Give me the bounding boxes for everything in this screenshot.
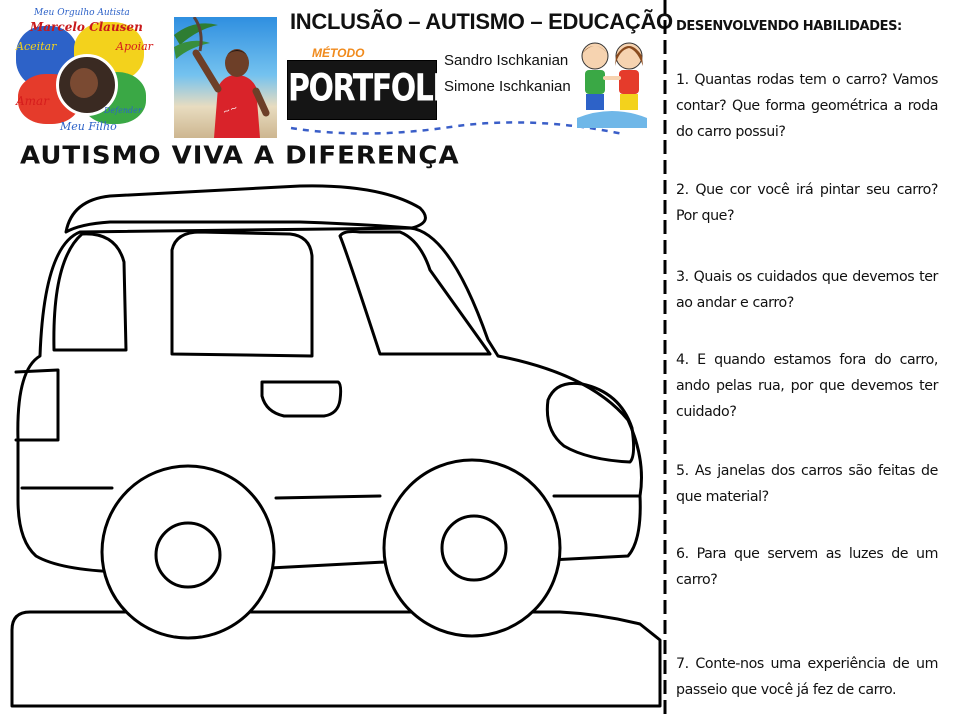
- logo-top-text: Meu Orgulho Autista: [34, 8, 130, 18]
- kids-cartoon-icon: [573, 38, 651, 136]
- middle-window: [172, 232, 312, 356]
- question-7: 7. Conte-nos uma experiência de um passeio que você já fez de carro.: [676, 656, 938, 698]
- logo-word-1: Aceitar: [16, 40, 57, 53]
- logo: [12, 8, 164, 136]
- header-title: INCLUSÃO – AUTISMO – EDUCAÇÃO: [290, 9, 673, 34]
- question-2: 2. Que cor você irá pintar seu carro? Por que?: [676, 182, 938, 224]
- question-5: 5. As janelas dos carros são feitas de que material?: [676, 463, 938, 505]
- svg-text:~~: ~~: [221, 103, 240, 118]
- door-handle: [262, 382, 341, 416]
- activities-panel: [676, 0, 938, 720]
- activities-heading: DESENVOLVENDO HABILIDADES:: [676, 19, 902, 34]
- main-heading: AUTISMO VIVA A DIFERENÇA: [20, 141, 460, 171]
- logo-bottom-text: Meu Filho: [60, 120, 117, 133]
- logo-word-4: Defender: [104, 106, 142, 115]
- back-window: [54, 234, 126, 350]
- logo-name: Marcelo Clausen: [30, 20, 143, 34]
- method-label: MÉTODO: [312, 46, 365, 60]
- car-coloring-drawing: [0, 180, 662, 710]
- question-3: 3. Quais os cuidados que devemos ter ao andar e carro?: [676, 269, 938, 311]
- logo-word-2: Apoiar: [116, 40, 153, 53]
- rear-wheel: [102, 466, 274, 638]
- lower-body-line: [22, 488, 640, 498]
- headlight: [547, 383, 633, 462]
- question-6: 6. Para que servem as luzes de um carro?: [676, 546, 938, 588]
- author-name: Simone Ischkanian: [444, 78, 571, 95]
- method-name: PORTFOLIO: [288, 66, 466, 111]
- question-1: 1. Quantas rodas tem o carro? Vamos contar? Que forma geométrica a roda do carro possui?: [676, 72, 938, 140]
- child-photo: [174, 17, 277, 138]
- ground-shape: [12, 612, 660, 706]
- roof-rack: [66, 186, 425, 232]
- method-badge: [287, 60, 466, 120]
- author-name: Sandro Ischkanian: [444, 52, 569, 69]
- logo-word-3: Amar: [16, 94, 49, 108]
- question-4: 4. E quando estamos fora do carro, ando pelas rua, por que devemos ter cuidado?: [676, 352, 938, 420]
- dashed-divider: [663, 0, 667, 720]
- front-wheel: [384, 460, 560, 636]
